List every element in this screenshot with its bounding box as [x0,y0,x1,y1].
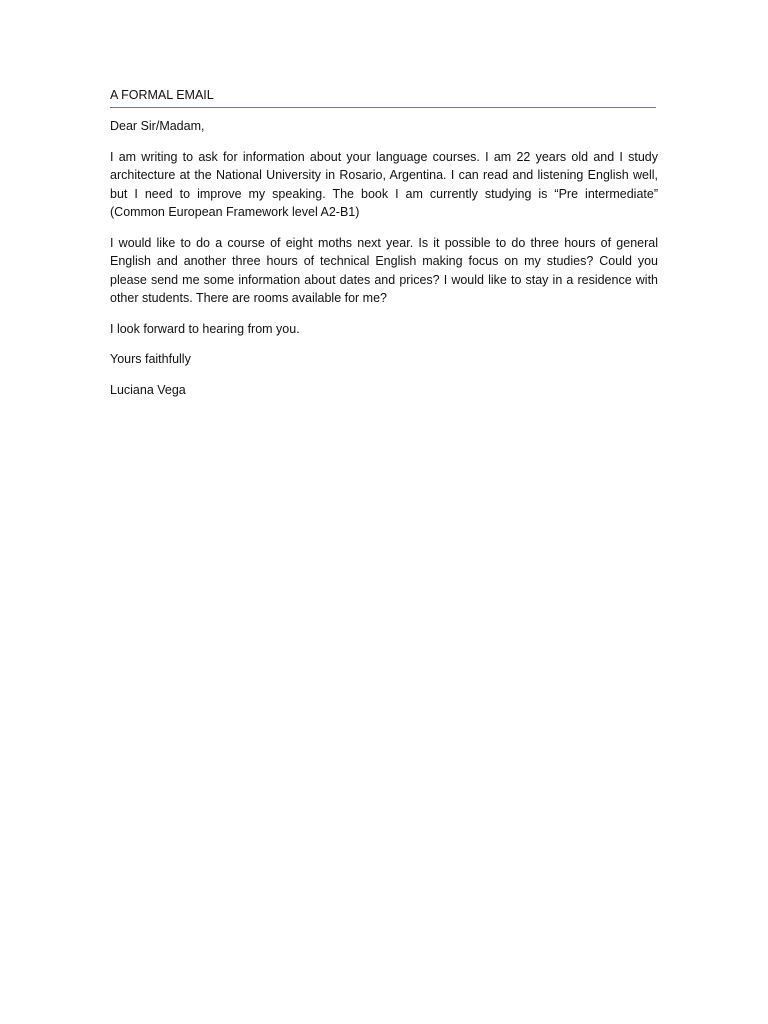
paragraph-2: I would like to do a course of eight moths next year. Is it possible to do three hours of general English and another three hours of technical English making focus on my studies? Could you please send me some information about dates and prices? I would like to stay in a residence with other students. There are rooms available for me? [110,235,658,305]
signature: Luciana Vega [110,382,186,397]
sign-off: Yours faithfully [110,352,191,366]
document-title: A FORMAL EMAIL [110,88,214,102]
paragraph-1: I am writing to ask for information about your language courses. I am 22 years old and I study architecture at the National University in Rosario, Argentina. I can read and listening English well, but I need to improve my speaking. The book I am currently studying is “Pre intermediate” (Common European Framework level A2-B1) [110,149,658,219]
title-underline [110,107,656,108]
closing-line: I look forward to hearing from you. [110,321,300,336]
document-page [110,86,658,399]
greeting: Dear Sir/Madam, [110,119,205,133]
